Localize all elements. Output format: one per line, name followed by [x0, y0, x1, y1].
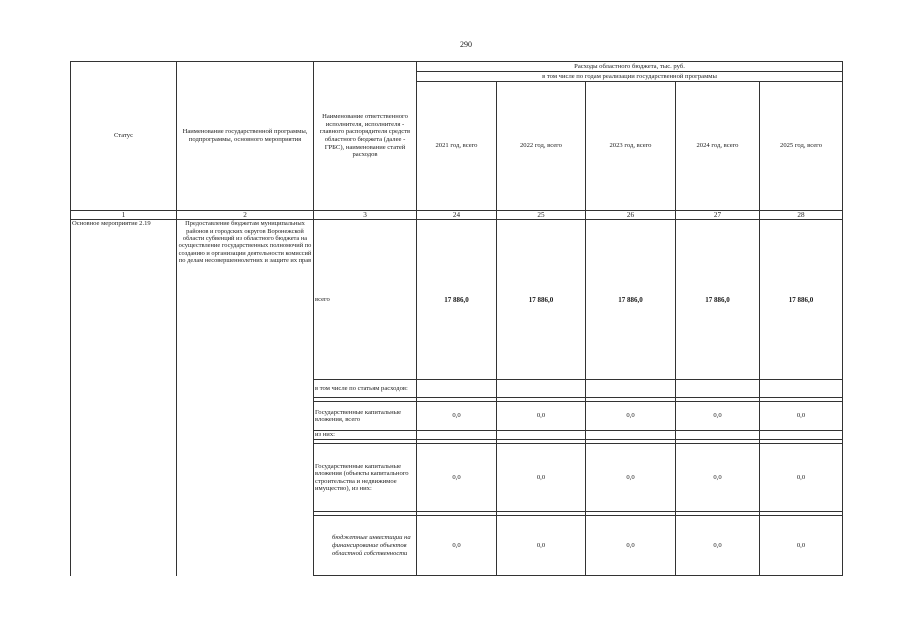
line-label-by-items: в том числе по статьям расходов: [314, 380, 417, 398]
header-executor: Наименование ответственного исполнителя, исполнителя - главного распорядителя средств областного бюджета (далее - ГРБС), наименование статей расходов [314, 62, 417, 211]
budget-investments-2023: 0,0 [586, 516, 676, 576]
row-name: Предоставление бюджетам муниципальных районов и городских округов Воронежской области субвенций из областного бюджета на осуществление государственных полномочий по созданию и организации деятельности комиссий по делам несовершеннолетних и защите их прав [177, 220, 314, 576]
total-value-2022: 17 886,0 [497, 220, 586, 380]
empty-cell [586, 431, 676, 440]
capital-total-2022: 0,0 [497, 402, 586, 431]
line-label-total: всего [314, 220, 417, 380]
column-number: 27 [676, 211, 760, 220]
empty-cell [497, 431, 586, 440]
budget-investments-2022: 0,0 [497, 516, 586, 576]
empty-cell [497, 380, 586, 398]
capital-objects-2025: 0,0 [760, 444, 843, 512]
budget-investments-2024: 0,0 [676, 516, 760, 576]
empty-cell [760, 380, 843, 398]
line-label-of-them: из них: [314, 431, 417, 440]
capital-total-2024: 0,0 [676, 402, 760, 431]
column-number: 28 [760, 211, 843, 220]
empty-cell [760, 431, 843, 440]
total-value-2025: 17 886,0 [760, 220, 843, 380]
capital-objects-2021: 0,0 [417, 444, 497, 512]
line-label-capital-total: Государственные капитальные вложения, всего [314, 402, 417, 431]
total-value-2024: 17 886,0 [676, 220, 760, 380]
empty-cell [417, 380, 497, 398]
header-by-years: в том числе по годам реализации государственной программы [417, 72, 843, 82]
page-number: 290 [460, 40, 472, 49]
capital-total-2023: 0,0 [586, 402, 676, 431]
column-number: 1 [71, 211, 177, 220]
header-year-2024: 2024 год, всего [676, 82, 760, 211]
capital-total-2025: 0,0 [760, 402, 843, 431]
line-label-budget-investments: бюджетные инвестиции на финансирование объектов областной собственности [314, 516, 417, 576]
header-program-name: Наименование государственной программы, подпрограммы, основного мероприятия [177, 62, 314, 211]
capital-objects-2023: 0,0 [586, 444, 676, 512]
total-value-2023: 17 886,0 [586, 220, 676, 380]
capital-objects-2024: 0,0 [676, 444, 760, 512]
empty-cell [676, 431, 760, 440]
header-year-2022: 2022 год, всего [497, 82, 586, 211]
header-status: Статус [71, 62, 177, 211]
header-year-2023: 2023 год, всего [586, 82, 676, 211]
header-expenses: Расходы областного бюджета, тыс. руб. [417, 62, 843, 72]
column-number: 24 [417, 211, 497, 220]
empty-cell [417, 431, 497, 440]
total-value-2021: 17 886,0 [417, 220, 497, 380]
empty-cell [676, 380, 760, 398]
header-year-2021: 2021 год, всего [417, 82, 497, 211]
column-number: 26 [586, 211, 676, 220]
budget-table [70, 61, 843, 576]
column-number: 25 [497, 211, 586, 220]
row-status: Основное мероприятие 2.19 [71, 220, 177, 576]
empty-cell [586, 380, 676, 398]
capital-objects-2022: 0,0 [497, 444, 586, 512]
line-label-capital-objects: Государственные капитальные вложения (объекты капитального строительства и недвижимое имущество), из них: [314, 444, 417, 512]
budget-investments-2025: 0,0 [760, 516, 843, 576]
column-number: 2 [177, 211, 314, 220]
capital-total-2021: 0,0 [417, 402, 497, 431]
budget-investments-2021: 0,0 [417, 516, 497, 576]
column-number: 3 [314, 211, 417, 220]
header-year-2025: 2025 год, всего [760, 82, 843, 211]
